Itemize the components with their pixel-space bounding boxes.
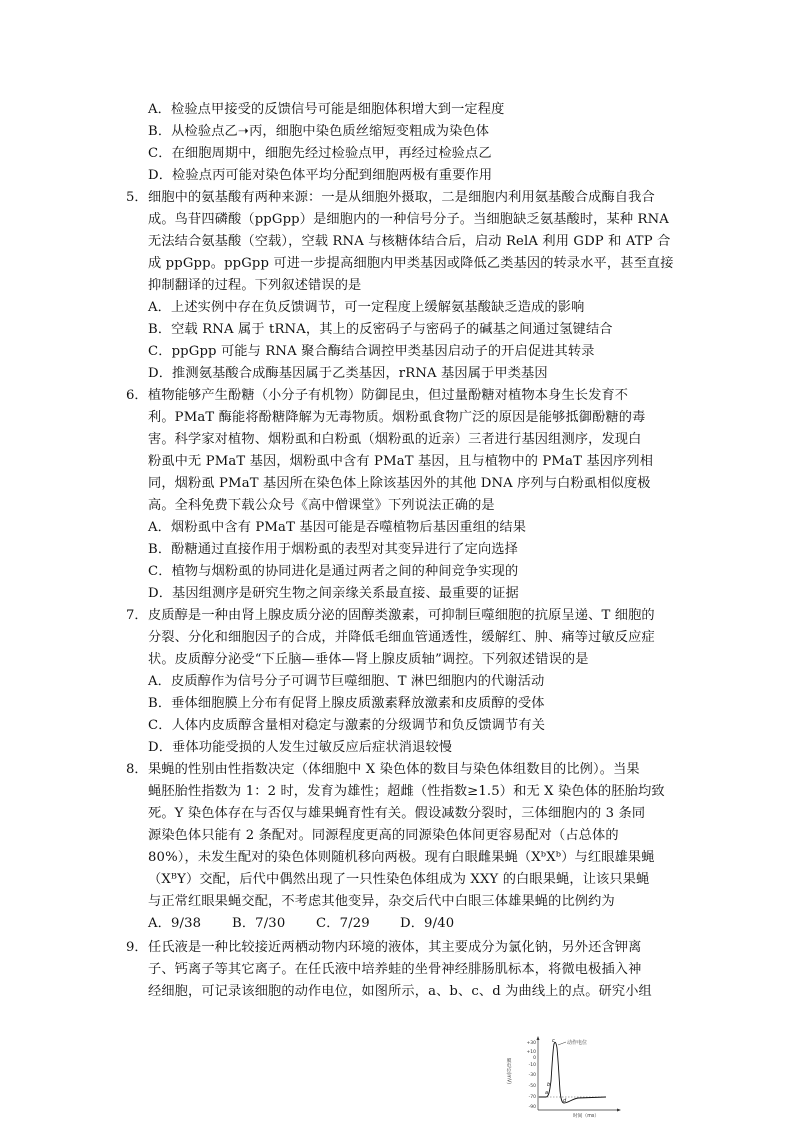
q6-option-b: B．酚糖通过直接作用于烟粉虱的表型对其变异进行了定向选择 xyxy=(148,542,518,557)
q9-stem-line: 子、钙离子等其它离子。在任氏液中培养蛙的坐骨神经腓肠肌标本，将微电极插入神 xyxy=(148,962,642,977)
q8-option-b: B．7/30 xyxy=(232,916,286,931)
point-d-label: d xyxy=(563,1098,567,1104)
q5-number: 5． xyxy=(126,190,148,205)
q9-stem-line: 经细胞，可记录该细胞的动作电位，如图所示，a、b、c、d 为曲线上的点。研究小组 xyxy=(148,984,652,999)
q6-stem-line: 高。全科免费下载公众号《高中僧课堂》下列说法正确的是 xyxy=(148,498,495,513)
q8-stem-line: 80%），未发生配对的染色体则随机移向两极。现有白眼雌果蝇（XᵇXᵇ）与红眼雄果蝇 xyxy=(148,850,655,865)
y-tick-label: -50 xyxy=(528,1084,536,1089)
q7-stem-line: 状。皮质醇分泌受“下丘脑—垂体—肾上腺皮质轴”调控。下列叙述错误的是 xyxy=(148,652,589,667)
q5-stem-line: 细胞中的氨基酸有两种来源：一是从细胞外摄取，二是细胞内利用氨基酸合成酶自我合 xyxy=(148,190,655,205)
q9-number: 9． xyxy=(126,940,148,955)
x-axis-arrow xyxy=(617,1109,621,1112)
q6-option-d: D．基因组测序是研究生物之间亲缘关系最直接、最重要的证据 xyxy=(148,586,519,601)
q7-option-c: C．人体内皮质醇含量相对稳定与激素的分级调节和负反馈调节有关 xyxy=(148,718,546,733)
point-b-label: b xyxy=(547,1082,551,1088)
q8-stem-line: 果蝇的性别由性指数决定（体细胞中 X 染色体的数目与染色体组数目的比例）。当果 xyxy=(148,762,640,777)
curve-annotation-leader xyxy=(558,1042,566,1045)
y-axis-label: 膜电位(mV) xyxy=(506,1058,511,1085)
q6-stem-line: 利。PMaT 酶能将酚糖降解为无毒物质。烟粉虱食物广泛的原因是能够抵御酚糖的毒 xyxy=(148,410,646,425)
y-tick-label: +10 xyxy=(526,1050,536,1055)
q7-option-a: A．皮质醇作为信号分子可调节巨噬细胞、T 淋巴细胞内的代谢活动 xyxy=(148,674,545,689)
q8-stem-line: 蝇胚胎性指数为 1：2 时，发育为雄性；超雌（性指数≥1.5）和无 X 染色体的胚胎均致 xyxy=(148,784,665,799)
y-tick-label: +30 xyxy=(526,1041,536,1046)
action-potential-figure xyxy=(506,1036,626,1118)
q4-option-c: C．在细胞周期中，细胞先经过检验点甲，再经过检验点乙 xyxy=(148,146,492,161)
y-tick-label: -70 xyxy=(528,1095,536,1100)
action-potential-curve xyxy=(539,1042,606,1103)
q5-option-d: D．推测氨基酸合成酶基因属于乙类基因，rRNA 基因属于甲类基因 xyxy=(148,366,548,381)
q5-option-c: C．ppGpp 可能与 RNA 聚合酶结合调控甲类基因启动子的开启促进其转录 xyxy=(148,344,595,359)
q6-stem-line: 植物能够产生酚糖（小分子有机物）防御昆虫，但过量酚糖对植物本身生长发育不 xyxy=(148,388,629,403)
point-a-label: a xyxy=(545,1090,549,1096)
q8-option-c: C．7/29 xyxy=(316,916,370,931)
y-tick-label: -90 xyxy=(528,1105,536,1110)
y-tick-label: -30 xyxy=(528,1073,536,1078)
x-axis-label: 时间（ms） xyxy=(572,1114,600,1118)
q8-option-d: D．9/40 xyxy=(400,916,455,931)
q6-stem-line: 同，烟粉虱 PMaT 基因所在染色体上除该基因外的其他 DNA 序列与白粉虱相似度极 xyxy=(148,476,651,491)
y-axis-arrow xyxy=(537,1036,540,1040)
q5-stem-line: 成 ppGpp。ppGpp 可进一步提高细胞内甲类基因或降低乙类基因的转录水平，甚至直接 xyxy=(148,256,674,271)
q4-option-a: A．检验点甲接受的反馈信号可能是细胞体积增大到一定程度 xyxy=(148,102,505,117)
q6-option-a: A．烟粉虱中含有 PMaT 基因可能是吞噬植物后基因重组的结果 xyxy=(148,520,527,535)
q6-stem-line: 害。科学家对植物、烟粉虱和白粉虱（烟粉虱的近亲）三者进行基因组测序，发现白 xyxy=(148,432,642,447)
q5-stem-line: 成。鸟苷四磷酸（ppGpp）是细胞内的一种信号分子。当细胞缺乏氨基酸时，某种 RNA xyxy=(148,212,669,227)
point-c-label: c xyxy=(552,1038,555,1044)
q7-stem-line: 分裂、分化和细胞因子的合成，并降低毛细血管通透性，缓解红、肿、痛等过敏反应症 xyxy=(148,630,655,645)
y-tick-label: 0 xyxy=(533,1056,536,1061)
q6-stem-line: 粉虱中无 PMaT 基因，烟粉虱中含有 PMaT 基因，且与植物中的 PMaT 基因序列相 xyxy=(148,454,654,469)
q5-stem-line: 无法结合氨基酸（空载），空载 RNA 与核糖体结合后，启动 RelA 利用 GDP 和 ATP 合 xyxy=(148,234,671,249)
q8-stem-line: 与正常红眼果蝇交配，不考虑其他变异，杂交后代中白眼三体雄果蝇的比例约为 xyxy=(148,894,615,909)
q6-number: 6． xyxy=(126,388,148,403)
q8-number: 8． xyxy=(126,762,148,777)
q4-option-b: B．从检验点乙➝丙，细胞中染色质丝缩短变粗成为染色体 xyxy=(148,124,490,139)
q7-option-d: D．垂体功能受损的人发生过敏反应后症状消退较慢 xyxy=(148,740,453,755)
q7-stem-line: 皮质醇是一种由肾上腺皮质分泌的固醇类激素，可抑制巨噬细胞的抗原呈递、T 细胞的 xyxy=(148,608,655,623)
q7-option-b: B．垂体细胞膜上分布有促肾上腺皮质激素释放激素和皮质醇的受体 xyxy=(148,696,545,711)
q8-option-a: A．9/38 xyxy=(148,916,202,931)
q7-number: 7． xyxy=(126,608,148,623)
q4-option-d: D．检验点丙可能对染色体平均分配到细胞两极有重要作用 xyxy=(148,168,493,183)
q9-stem-line: 任氏液是一种比较接近两栖动物内环境的液体，其主要成分为氯化钠，另外还含钾离 xyxy=(148,940,642,955)
q8-stem-line: （XᴮY）交配，后代中偶然出现了一只性染色体组成为 XXY 的白眼果蝇，让该只果蝇 xyxy=(148,872,650,887)
y-tick-label: -10 xyxy=(528,1063,536,1068)
q5-option-b: B．空载 RNA 属于 tRNA，其上的反密码子与密码子的碱基之间通过氢键结合 xyxy=(148,322,613,337)
q8-stem-line: 死。Y 染色体存在与否仅与雄果蝇育性有关。假设减数分裂时，三体细胞内的 3 条同 xyxy=(148,806,646,821)
action-potential-chart xyxy=(506,1036,626,1118)
q8-stem-line: 源染色体只能有 2 条配对。同源程度更高的同源染色体间更容易配对（占总体的 xyxy=(148,828,619,843)
q6-option-c: C．植物与烟粉虱的协同进化是通过两者之间的种间竞争实现的 xyxy=(148,564,519,579)
q5-option-a: A．上述实例中存在负反馈调节，可一定程度上缓解氨基酸缺乏造成的影响 xyxy=(148,300,585,315)
curve-annotation-label: 动作电位 xyxy=(567,1040,588,1046)
q5-stem-line: 抑制翻译的过程。下列叙述错误的是 xyxy=(148,278,362,293)
